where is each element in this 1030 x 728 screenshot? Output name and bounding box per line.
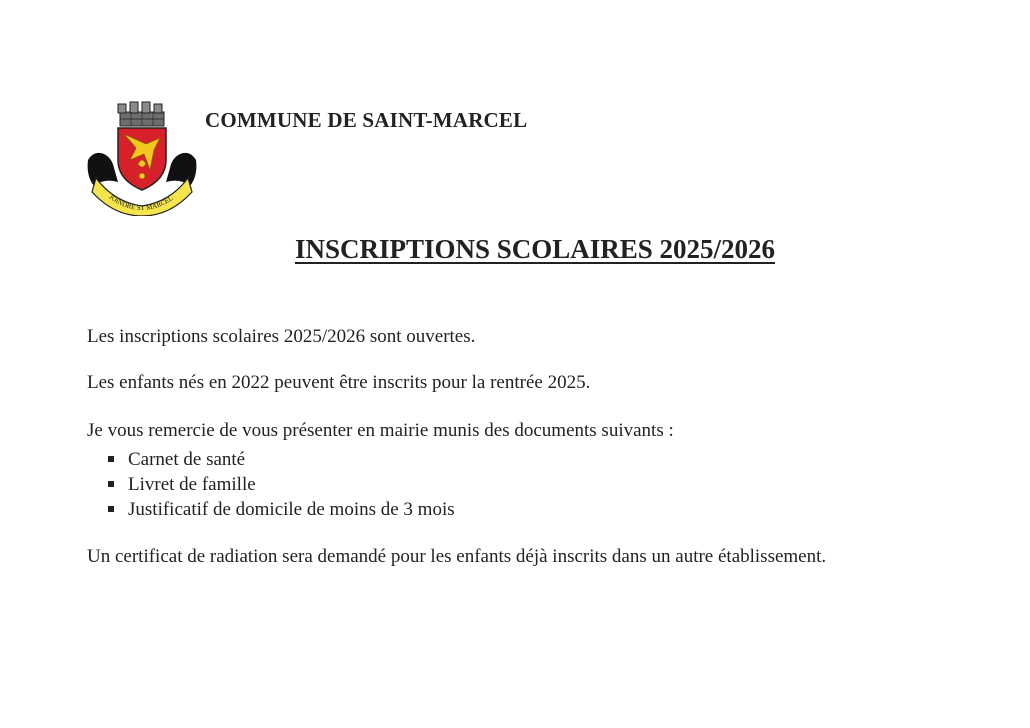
shield-icon <box>118 128 166 190</box>
list-item <box>108 472 455 497</box>
list-item-label: Carnet de santé <box>128 449 246 470</box>
documents-list <box>108 447 455 522</box>
list-item-label: Justificatif de domicile de moins de 3 mois <box>128 499 455 520</box>
radiation-note-paragraph: Un certificat de radiation sera demandé pour les enfants déjà inscrits dans un autre établissement. <box>87 546 827 567</box>
eligibility-paragraph: Les enfants nés en 2022 peuvent être inscrits pour la rentrée 2025. <box>87 372 591 393</box>
documents-intro-paragraph: Je vous remercie de vous présenter en mairie munis des documents suivants : <box>87 420 674 441</box>
bullet-icon <box>108 506 114 512</box>
coat-of-arms-logo <box>84 98 200 216</box>
commune-name: COMMUNE DE SAINT-MARCEL <box>205 108 528 132</box>
bullet-icon <box>108 481 114 487</box>
list-item-label: Livret de famille <box>128 474 256 495</box>
list-item <box>108 447 455 472</box>
list-item <box>108 497 455 522</box>
crown-icon <box>118 102 164 126</box>
page-title: INSCRIPTIONS SCOLAIRES 2025/2026 <box>294 234 776 264</box>
bullet-icon <box>108 456 114 462</box>
opening-paragraph: Les inscriptions scolaires 2025/2026 sont ouvertes. <box>87 326 476 347</box>
logo-motto: JOINDRE ST MARCEL <box>107 192 175 213</box>
